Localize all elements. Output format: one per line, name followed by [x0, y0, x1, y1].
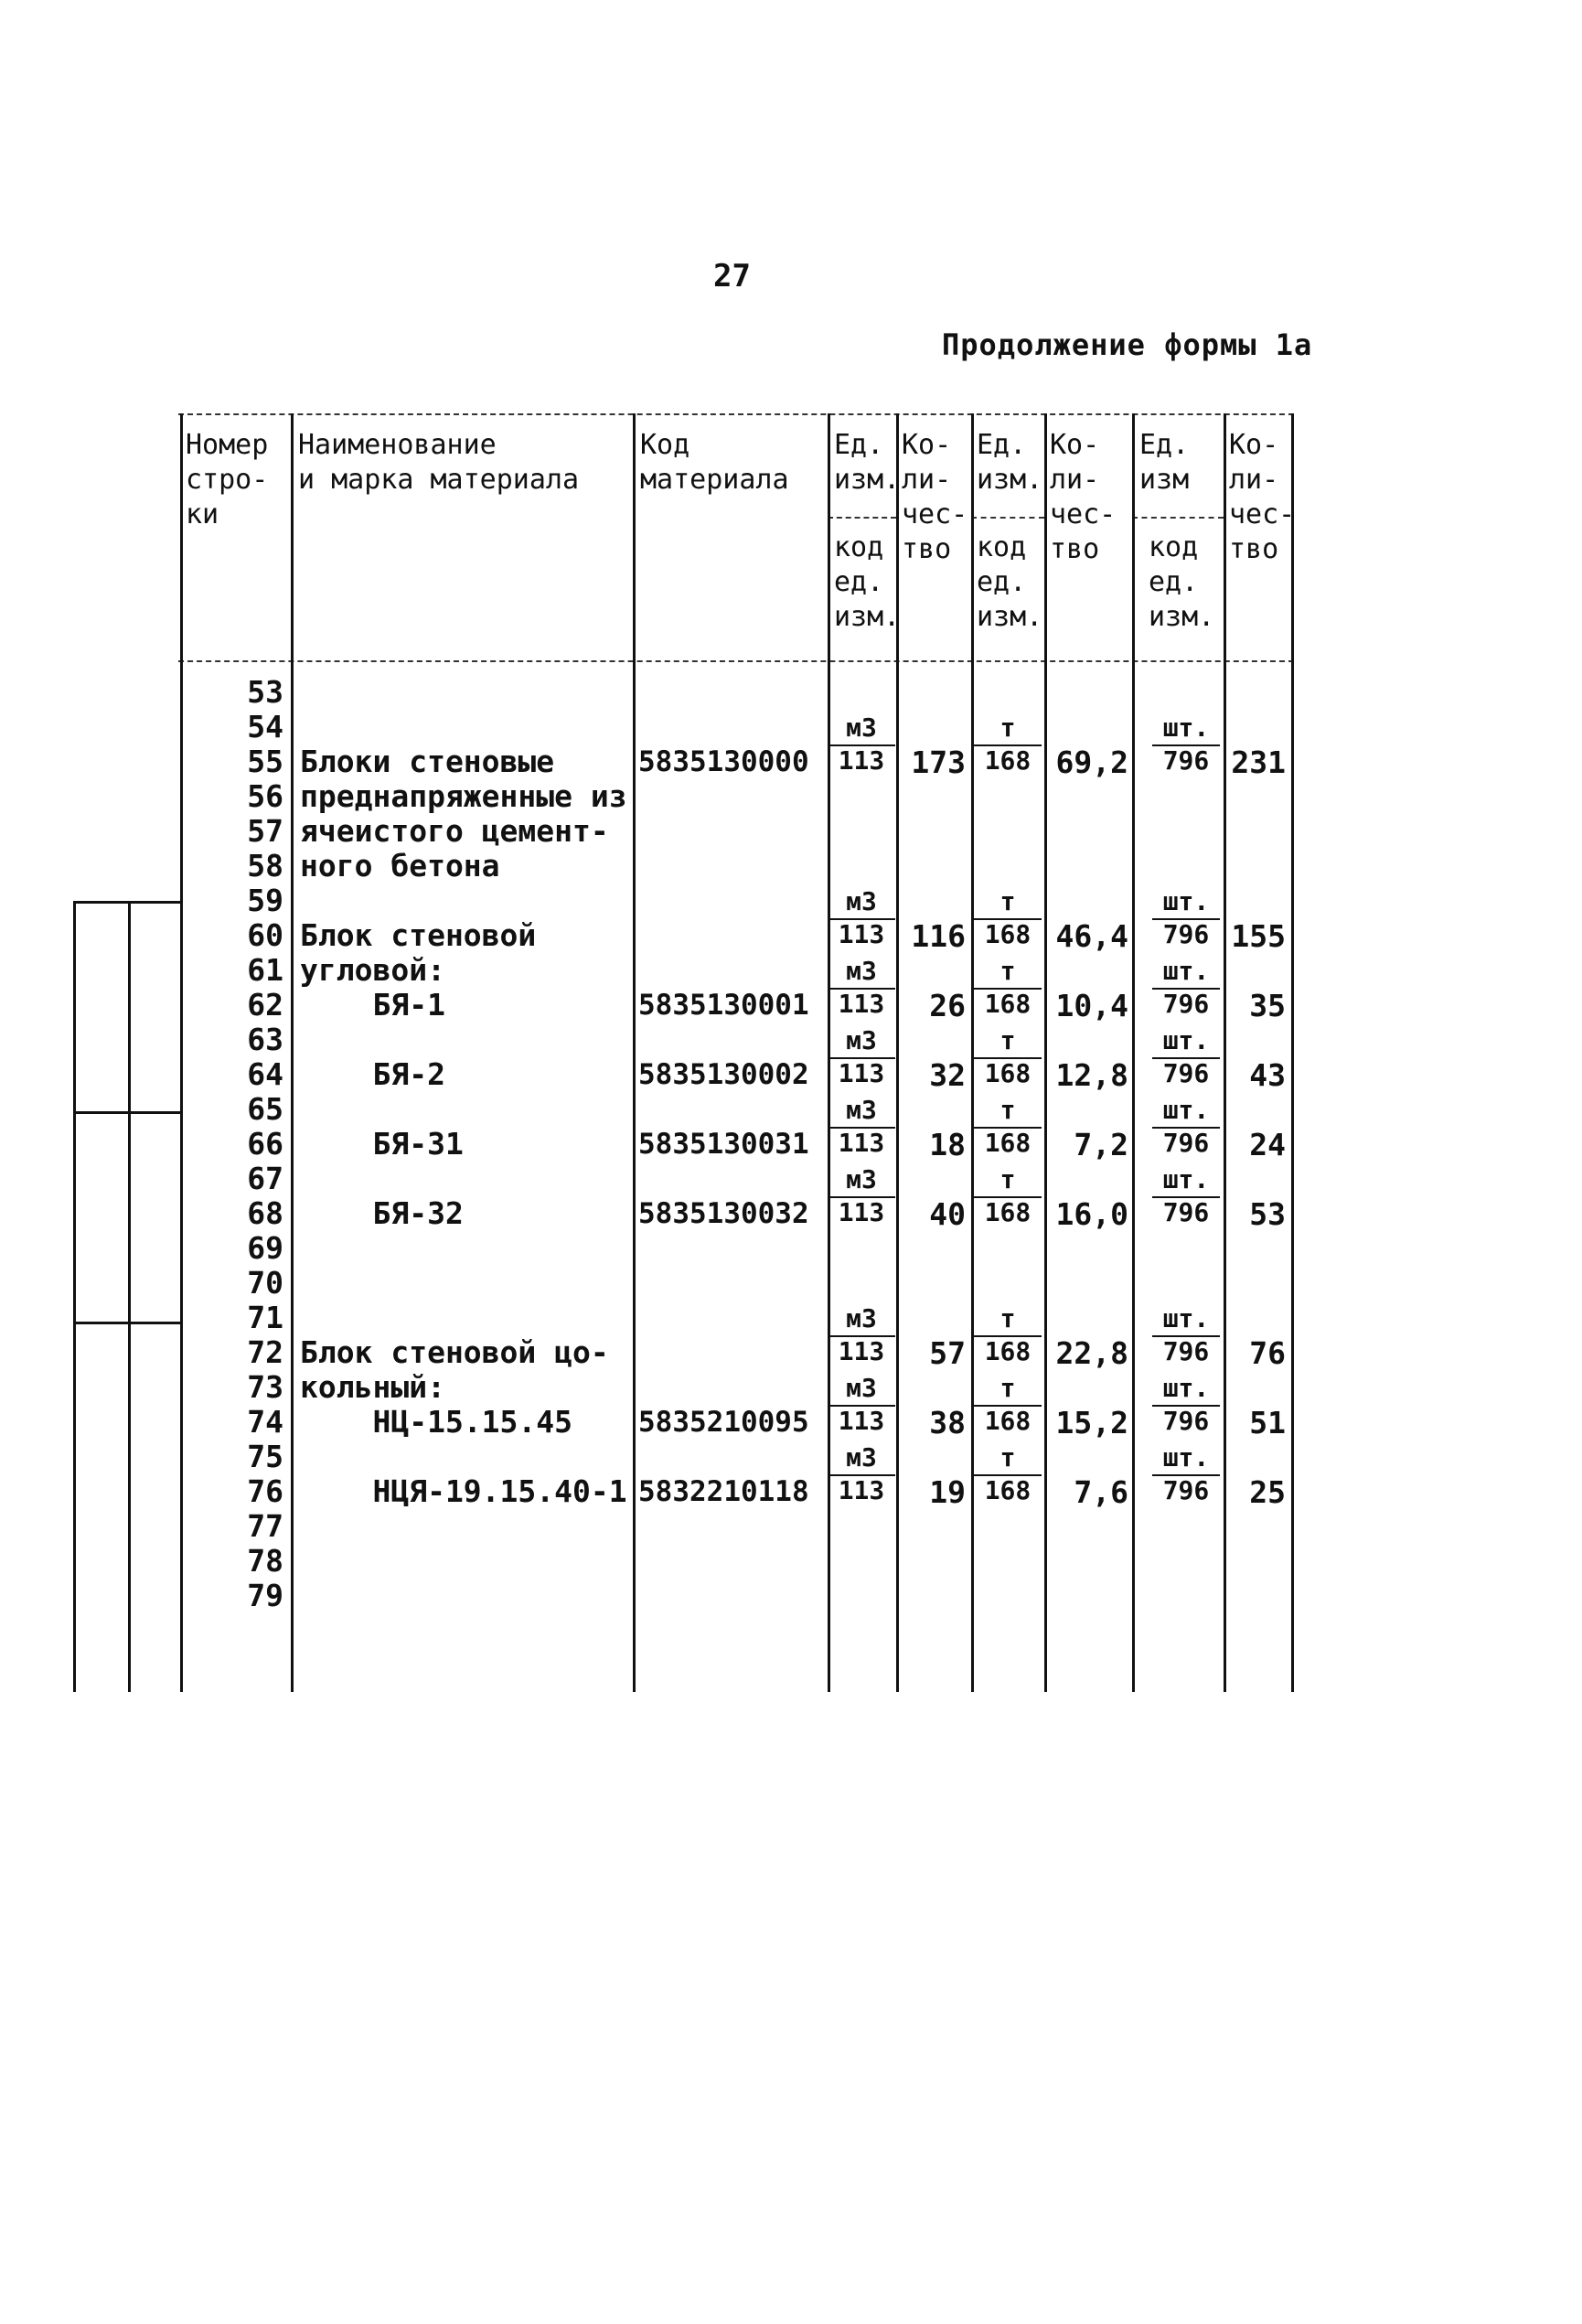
unit-code: 113	[838, 989, 885, 1019]
header-bottom-border	[178, 660, 1294, 662]
material-code: 5835130031	[638, 1128, 809, 1161]
unit-code: 796	[1162, 1197, 1210, 1227]
row-number: 75	[247, 1439, 283, 1474]
unit-code: 796	[1162, 989, 1210, 1019]
unit-m3	[828, 1026, 895, 1088]
quantity-3: 25	[1249, 1474, 1286, 1510]
unit-label: шт.	[1152, 1096, 1220, 1129]
row-number: 57	[247, 813, 283, 849]
row-number: 67	[247, 1161, 283, 1196]
quantity-2: 7,6	[1074, 1474, 1128, 1510]
unit-code: 168	[984, 745, 1032, 776]
unit-label: м3	[828, 1443, 895, 1476]
unit-code: 168	[984, 1336, 1032, 1366]
material-name: НЦЯ-19.15.40-1	[300, 1473, 627, 1509]
unit-sht	[1152, 1304, 1220, 1366]
header-unit2-code: код ед. изм.	[977, 531, 1043, 633]
header-unit3-code: код ед. изм.	[1149, 531, 1215, 633]
unit-label: м3	[828, 887, 895, 920]
row-number: 54	[247, 709, 283, 744]
material-name: ячеистого цемент-	[300, 813, 609, 849]
unit-code: 113	[838, 1058, 885, 1088]
quantity-1: 19	[929, 1474, 966, 1510]
row-number: 68	[247, 1195, 283, 1231]
unit-code: 168	[984, 1406, 1032, 1436]
material-name: БЯ-31	[300, 1126, 464, 1162]
header-material-name: Наименование и марка материала	[298, 429, 580, 496]
unit-code: 168	[984, 989, 1032, 1019]
col-line	[1132, 413, 1135, 1692]
unit-code: 113	[838, 745, 885, 776]
unit-code: 113	[838, 1406, 885, 1436]
margin-line	[128, 901, 131, 1692]
header-unit2: Ед. изм.	[977, 429, 1043, 496]
unit-sht	[1152, 1026, 1220, 1088]
unit-label: т	[974, 1443, 1042, 1476]
material-name: БЯ-2	[300, 1056, 445, 1092]
quantity-3: 24	[1249, 1127, 1286, 1162]
unit-label: м3	[828, 1304, 895, 1337]
quantity-1: 57	[929, 1335, 966, 1371]
unit1-divider	[828, 517, 896, 519]
quantity-1: 38	[929, 1405, 966, 1440]
unit-code: 796	[1162, 1406, 1210, 1436]
unit-label: м3	[828, 1096, 895, 1129]
margin-line	[73, 1322, 181, 1324]
unit-label: м3	[828, 1374, 895, 1407]
quantity-1: 18	[929, 1127, 966, 1162]
row-number: 53	[247, 674, 283, 710]
material-code: 5835130032	[638, 1197, 809, 1230]
quantity-2: 69,2	[1055, 744, 1128, 780]
unit-code: 168	[984, 1197, 1032, 1227]
margin-line	[73, 901, 181, 904]
unit-code: 113	[838, 1336, 885, 1366]
quantity-3: 43	[1249, 1057, 1286, 1093]
unit-m3	[828, 1165, 895, 1227]
header-unit1: Ед. изм.	[834, 429, 901, 496]
unit2-divider	[971, 517, 1044, 519]
quantity-1: 173	[911, 744, 966, 780]
row-number: 79	[247, 1578, 283, 1613]
unit-m3	[828, 887, 895, 949]
unit-label: т	[974, 887, 1042, 920]
unit-code: 113	[838, 1128, 885, 1158]
unit-label: шт.	[1152, 1165, 1220, 1198]
unit-m3	[828, 1443, 895, 1505]
material-name: НЦ-15.15.45	[300, 1404, 573, 1440]
quantity-2: 10,4	[1055, 988, 1128, 1023]
unit-code: 796	[1162, 919, 1210, 949]
row-number: 55	[247, 744, 283, 779]
row-number: 66	[247, 1126, 283, 1162]
unit-sht	[1152, 1096, 1220, 1158]
unit-label: м3	[828, 713, 895, 746]
quantity-2: 16,0	[1055, 1196, 1128, 1232]
material-code: 5835210095	[638, 1406, 809, 1439]
unit-code: 168	[984, 1475, 1032, 1505]
material-name: ного бетона	[300, 848, 500, 884]
unit-label: шт.	[1152, 1443, 1220, 1476]
quantity-1: 26	[929, 988, 966, 1023]
quantity-2: 12,8	[1055, 1057, 1128, 1093]
header-unit1-code: код ед. изм.	[834, 531, 901, 633]
margin-line	[73, 901, 76, 1692]
row-number: 69	[247, 1230, 283, 1266]
unit-label: шт.	[1152, 957, 1220, 990]
quantity-2: 22,8	[1055, 1335, 1128, 1371]
row-number: 74	[247, 1404, 283, 1440]
unit-code: 168	[984, 919, 1032, 949]
quantity-3: 35	[1249, 988, 1286, 1023]
quantity-1: 32	[929, 1057, 966, 1093]
row-number: 72	[247, 1334, 283, 1370]
col-line	[180, 413, 183, 1692]
unit-sht	[1152, 1374, 1220, 1436]
row-number: 63	[247, 1022, 283, 1057]
quantity-3: 51	[1249, 1405, 1286, 1440]
row-number: 65	[247, 1091, 283, 1127]
unit-code: 168	[984, 1058, 1032, 1088]
row-number: 71	[247, 1300, 283, 1335]
quantity-3: 231	[1231, 744, 1286, 780]
quantity-3: 155	[1231, 918, 1286, 954]
row-number: 77	[247, 1508, 283, 1544]
header-qty3: Ко- ли- чес- тво	[1229, 429, 1296, 565]
unit-code: 113	[838, 919, 885, 949]
unit-label: т	[974, 1165, 1042, 1198]
material-name: Блок стеновой	[300, 917, 537, 953]
row-number: 62	[247, 987, 283, 1023]
unit-sht	[1152, 713, 1220, 776]
material-code: 5835130001	[638, 989, 809, 1022]
unit-t	[974, 1096, 1042, 1158]
row-number: 70	[247, 1265, 283, 1301]
quantity-2: 15,2	[1055, 1405, 1128, 1440]
material-name: Блоки стеновые	[300, 744, 555, 779]
col-line	[1291, 413, 1294, 1692]
material-code: 5835130000	[638, 745, 809, 778]
unit-m3	[828, 1304, 895, 1366]
material-name: преднапряженные из	[300, 778, 627, 814]
unit-t	[974, 1026, 1042, 1088]
unit-label: м3	[828, 1026, 895, 1059]
unit-t	[974, 713, 1042, 776]
unit-code: 113	[838, 1475, 885, 1505]
unit-label: шт.	[1152, 713, 1220, 746]
unit-sht	[1152, 887, 1220, 949]
header-qty1: Ко- ли- чес- тво	[902, 429, 968, 565]
row-number: 58	[247, 848, 283, 884]
unit-t	[974, 1374, 1042, 1436]
unit-label: т	[974, 713, 1042, 746]
unit-label: м3	[828, 957, 895, 990]
unit-code: 796	[1162, 1336, 1210, 1366]
unit-t	[974, 1165, 1042, 1227]
material-name: угловой:	[300, 952, 445, 988]
unit-m3	[828, 1096, 895, 1158]
col-line	[633, 413, 636, 1692]
unit-code: 168	[984, 1128, 1032, 1158]
header-qty2: Ко- ли- чес- тво	[1050, 429, 1117, 565]
unit-t	[974, 1443, 1042, 1505]
quantity-3: 76	[1249, 1335, 1286, 1371]
unit-code: 796	[1162, 745, 1210, 776]
margin-line	[73, 1111, 181, 1114]
quantity-1: 40	[929, 1196, 966, 1232]
unit-sht	[1152, 957, 1220, 1019]
unit-code: 796	[1162, 1128, 1210, 1158]
unit-t	[974, 957, 1042, 1019]
unit-sht	[1152, 1165, 1220, 1227]
row-number: 56	[247, 778, 283, 814]
quantity-2: 46,4	[1055, 918, 1128, 954]
material-name: БЯ-1	[300, 987, 445, 1023]
unit-code: 796	[1162, 1058, 1210, 1088]
unit-code: 796	[1162, 1475, 1210, 1505]
unit-t	[974, 887, 1042, 949]
quantity-2: 7,2	[1074, 1127, 1128, 1162]
quantity-3: 53	[1249, 1196, 1286, 1232]
material-code: 5832210118	[638, 1475, 809, 1508]
quantity-1: 116	[911, 918, 966, 954]
row-number: 76	[247, 1473, 283, 1509]
page-number: 27	[713, 258, 751, 295]
unit-t	[974, 1304, 1042, 1366]
unit-label: т	[974, 1026, 1042, 1059]
row-number: 59	[247, 883, 283, 918]
material-name: кольный:	[300, 1369, 445, 1405]
unit-m3	[828, 1374, 895, 1436]
row-number: 64	[247, 1056, 283, 1092]
row-number: 78	[247, 1543, 283, 1579]
unit-label: шт.	[1152, 1304, 1220, 1337]
unit-label: шт.	[1152, 1026, 1220, 1059]
header-material-code: Код материала	[640, 429, 789, 496]
unit-label: т	[974, 1304, 1042, 1337]
header-row-number: Номер стро- ки	[186, 429, 269, 530]
unit-label: т	[974, 957, 1042, 990]
unit-m3	[828, 713, 895, 776]
unit-label: т	[974, 1374, 1042, 1407]
unit-label: шт.	[1152, 1374, 1220, 1407]
row-number: 73	[247, 1369, 283, 1405]
row-number: 61	[247, 952, 283, 988]
material-name: БЯ-32	[300, 1195, 464, 1231]
unit3-divider	[1132, 517, 1224, 519]
table-top-border	[178, 413, 1294, 415]
unit-sht	[1152, 1443, 1220, 1505]
row-number: 60	[247, 917, 283, 953]
material-code: 5835130002	[638, 1058, 809, 1091]
unit-m3	[828, 957, 895, 1019]
unit-code: 113	[838, 1197, 885, 1227]
col-line	[291, 413, 294, 1692]
form-continuation-title: Продолжение формы 1а	[942, 327, 1313, 362]
unit-label: т	[974, 1096, 1042, 1129]
material-name: Блок стеновой цо-	[300, 1334, 609, 1370]
header-unit3: Ед. изм	[1139, 429, 1190, 496]
unit-label: м3	[828, 1165, 895, 1198]
unit-label: шт.	[1152, 887, 1220, 920]
